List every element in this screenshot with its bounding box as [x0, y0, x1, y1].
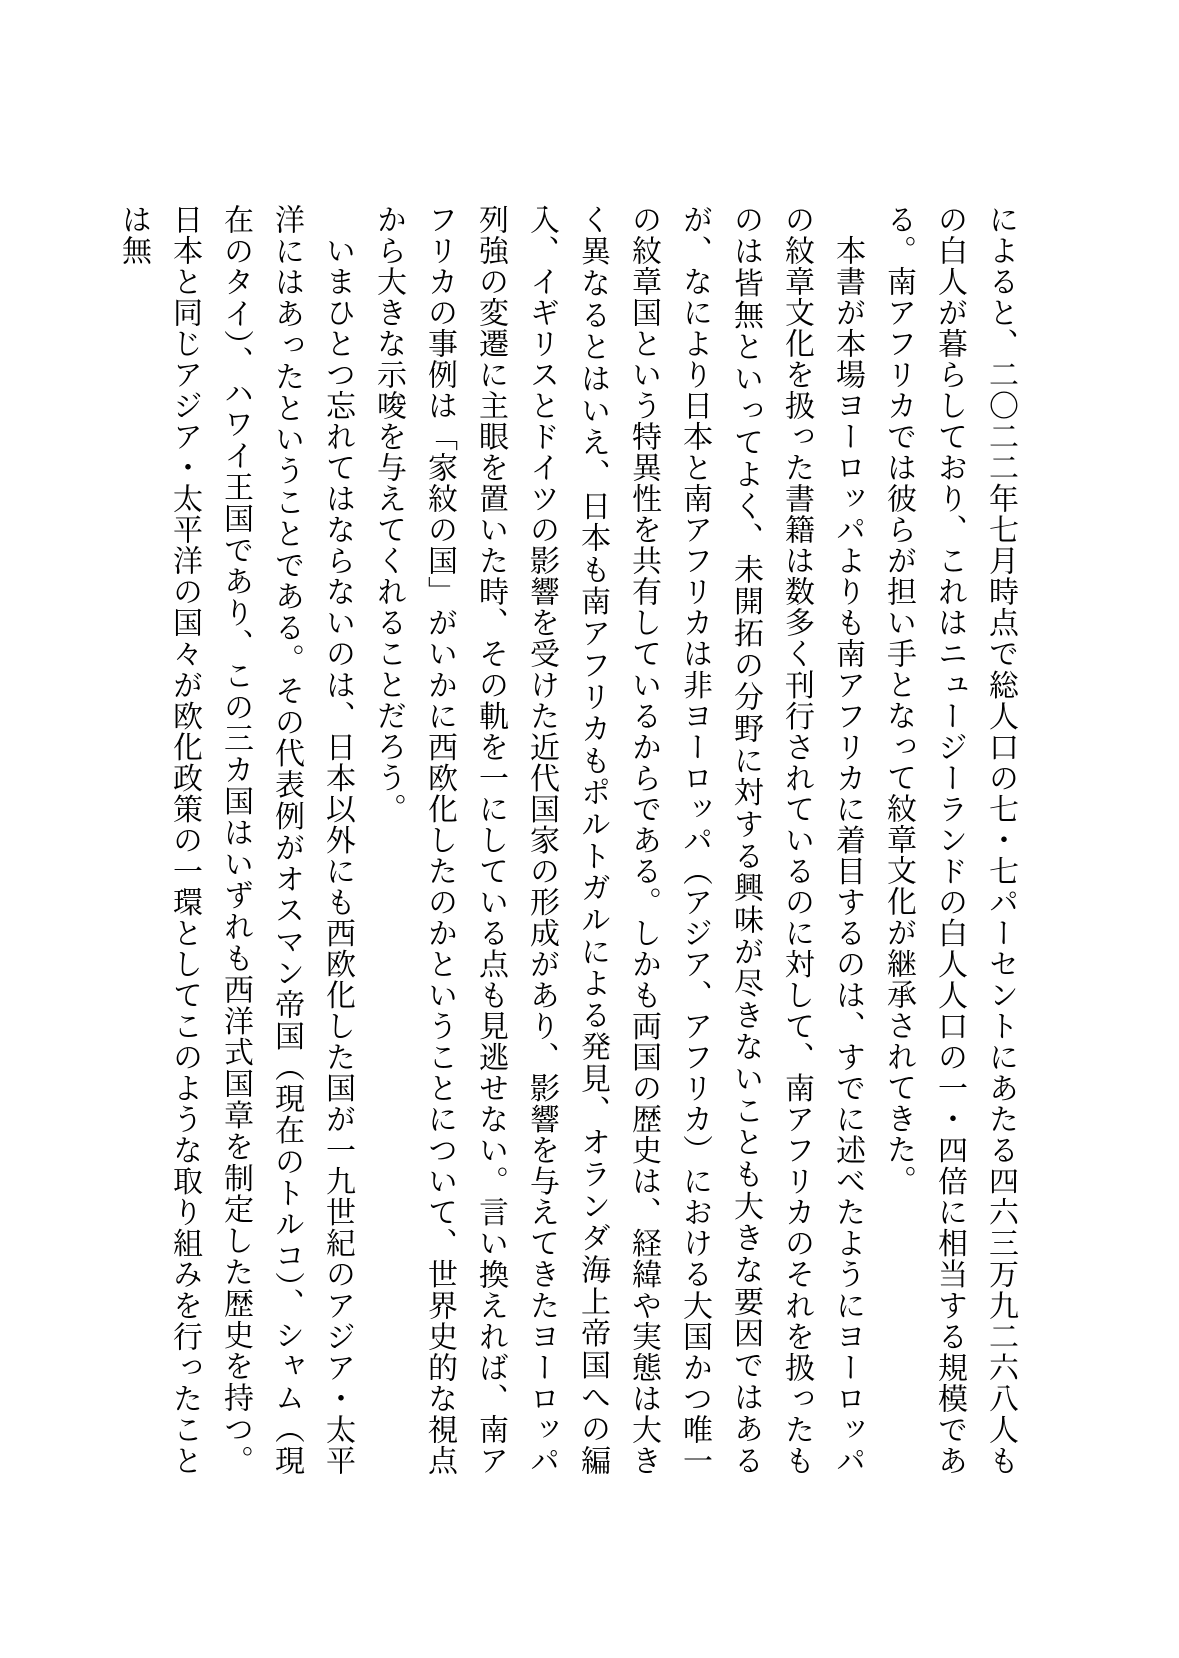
- paragraph-1: によると、二〇二二年七月時点で総人口の七・七パーセントにあたる四六三万九二六八人もの白人が暮らしており、これはニュージーランドの白人人口の一・四倍に相当する規模である。南アフリカでは彼らが担い手となって紋章文化が継承されてきた。: [881, 204, 1018, 1477]
- body-text: [116, 204, 1026, 1477]
- paragraph-2: 本書が本場ヨーロッパよりも南アフリカに着目するのは、すでに述べたようにヨーロッパの紋章文化を扱った書籍は数多く刊行されているのに対して、南アフリカのそれを扱ったものは皆無といってよく、未開拓の分野に対する興味が尽きないことも大きな要因ではあるが、なにより日本と南アフリカは非ヨーロッパ（アジア、アフリカ）における大国かつ唯一の紋章国という特異性を共有しているからである。しかも両国の歴史は、経緯や実態は大きく異なるとはいえ、日本も南アフリカもポルトガルによる発見、オランダ海上帝国への編入、イギリスとドイツの影響を受けた近代国家の形成があり、影響を与えてきたヨーロッパ列強の変遷に主眼を置いた時、その軌を一にしている点も見逃せない。言い換えれば、南アフリカの事例は「家紋の国」がいかに西欧化したのかということについて、世界史的な視点から大きな示唆を与えてくれることだろう。: [371, 204, 865, 1477]
- paragraph-3: いまひとつ忘れてはならないのは、日本以外にも西欧化した国が一九世紀のアジア・太平洋にはあったということである。その代表例がオスマン帝国（現在のトルコ）、シャム（現在のタイ）、ハワイ王国であり、この三カ国はいずれも西洋式国章を制定した歴史を持つ。日本と同じアジア・太平洋の国々が欧化政策の一環としてこのような取り組みを行ったことは無: [116, 204, 355, 1477]
